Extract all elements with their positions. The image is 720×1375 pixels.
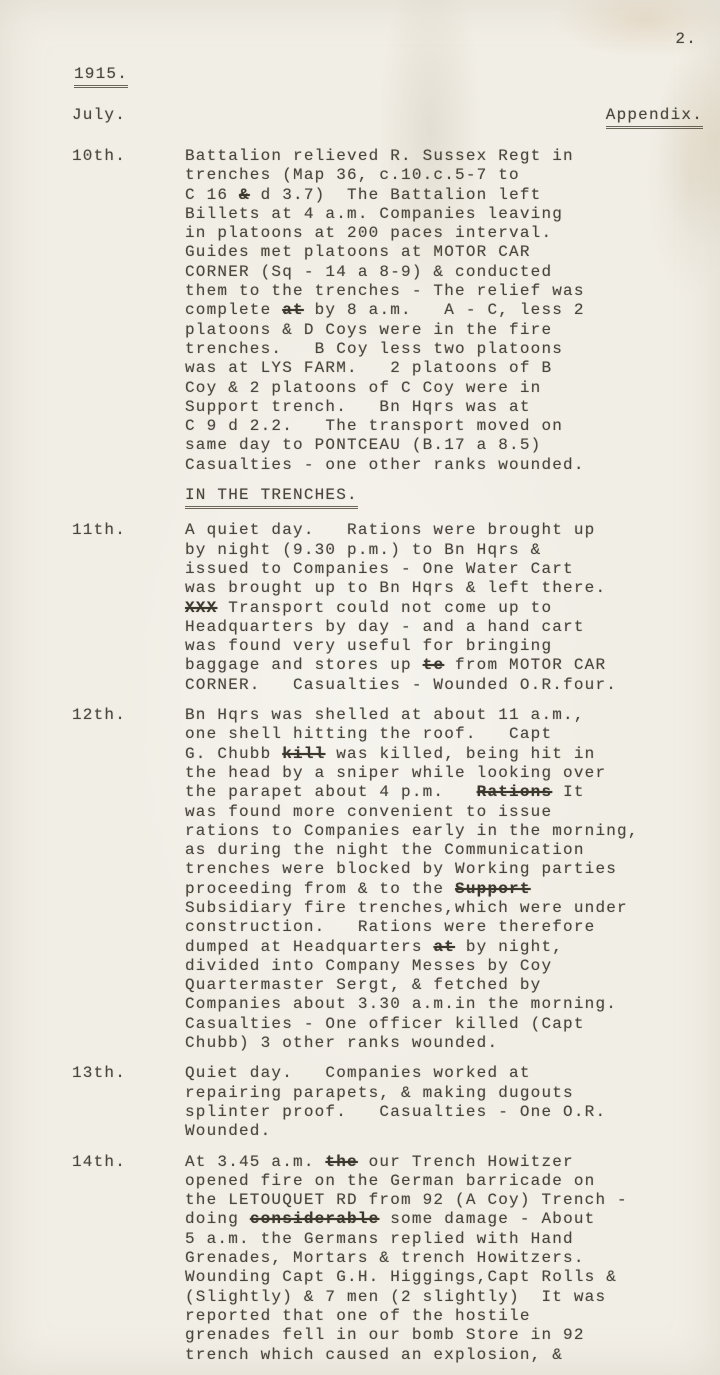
section-heading	[185, 486, 720, 509]
text-segment: trenches. B Coy less two platoons	[185, 339, 564, 358]
entry-line	[185, 745, 720, 764]
appendix-label: Appendix.	[606, 106, 703, 129]
entry-line	[185, 995, 720, 1014]
text-segment: Grenades, Mortars & trench Howitzers.	[185, 1249, 585, 1268]
text-segment: reported that one of the hostile	[185, 1306, 531, 1325]
text-segment: as during the night the Communication	[185, 841, 585, 860]
text-segment: same day to PONTCEAU (B.17 a 8.5)	[185, 436, 542, 455]
entry-line	[185, 398, 720, 417]
struck-text: te	[422, 656, 445, 675]
diary-entry	[0, 1153, 720, 1365]
entry-line	[185, 860, 720, 879]
entry-line	[185, 938, 720, 957]
text-segment: Support trench. Bn Hqrs was at	[185, 397, 531, 416]
text-segment: Transport could not come up to	[217, 598, 553, 617]
text-segment: trench which caused an explosion, &	[185, 1345, 564, 1364]
struck-text: &	[239, 185, 250, 204]
page-number: 2.	[675, 30, 697, 48]
text-segment: 5 a.m. the Germans replied with Hand	[185, 1229, 574, 1248]
entry-line	[185, 1064, 720, 1083]
entry-date: 14th.	[72, 1152, 127, 1171]
section-heading-text	[185, 486, 358, 509]
text-segment: Quartermaster Sergt, & fetched by	[185, 976, 542, 995]
entry-line	[185, 841, 720, 860]
text-segment: complete	[185, 301, 283, 320]
struck-text: Support	[455, 879, 531, 898]
text-segment: the head by a sniper while looking over	[185, 763, 607, 782]
text-segment: A quiet day. Rations were brought up	[185, 521, 596, 540]
entry-date: 11th.	[72, 521, 127, 540]
text-segment: Companies about 3.30 a.m.in the morning.	[185, 995, 618, 1014]
struck-text: at	[282, 301, 304, 320]
text-segment: by night (9.30 p.m.) to Bn Hqrs &	[185, 540, 542, 559]
entry-body	[185, 521, 720, 695]
text-segment: in platoons at 200 paces interval.	[185, 224, 553, 243]
text-segment: Coy & 2 platoons of C Coy were in	[185, 378, 542, 397]
text-segment: some damage - About	[379, 1210, 596, 1229]
text-segment: opened fire on the German barricade on	[185, 1171, 596, 1190]
entry-line	[185, 918, 720, 937]
text-segment: from MOTOR CAR	[444, 656, 607, 675]
entry-line	[185, 1288, 720, 1307]
year-heading	[74, 65, 128, 88]
text-segment: the LETOUQUET RD from 92 (A Coy) Trench -	[185, 1191, 628, 1210]
entry-line	[185, 321, 720, 340]
text-segment: Battalion relieved R. Sussex Regt in	[185, 147, 574, 165]
entry-line	[185, 1034, 720, 1053]
text-segment: by 8 a.m. A - C, less 2	[303, 301, 585, 320]
entry-line	[185, 1326, 720, 1345]
text-segment: doing	[185, 1210, 250, 1229]
entry-line	[185, 1268, 720, 1287]
text-segment: Wounded.	[185, 1122, 272, 1141]
entry-date: 10th.	[72, 147, 127, 165]
entry-line	[185, 822, 720, 841]
diary-entry	[0, 147, 720, 475]
text-segment: construction. Rations were therefore	[185, 918, 596, 937]
entry-line	[185, 1122, 720, 1141]
entry-line	[185, 1103, 720, 1122]
text-segment: was at LYS FARM. 2 platoons of B	[185, 359, 553, 378]
entry-line	[185, 560, 720, 579]
entry-line	[185, 379, 720, 398]
entry-date: 12th.	[72, 706, 127, 725]
entry-line	[185, 456, 720, 475]
entry-line	[185, 976, 720, 995]
entry-line	[185, 957, 720, 976]
entry-line	[185, 1230, 720, 1249]
text-segment: proceeding from & to the	[185, 879, 456, 898]
text-segment: by night,	[455, 937, 564, 956]
text-segment: Subsidiary fire trenches,which were under	[185, 898, 628, 917]
text-segment: d 3.7) The Battalion left	[249, 185, 542, 204]
text-segment: was found more convenient to issue	[185, 802, 553, 821]
entry-line	[185, 783, 720, 802]
entry-date: 13th.	[72, 1064, 127, 1083]
text-segment: issued to Companies - One Water Cart	[185, 559, 574, 578]
entry-line	[185, 599, 720, 618]
text-segment: Bn Hqrs was shelled at about 11 a.m.,	[185, 706, 585, 725]
text-segment: divided into Company Messes by Coy	[185, 956, 553, 975]
entry-line	[185, 579, 720, 598]
text-segment: Casualties - One officer killed (Capt	[185, 1014, 585, 1033]
entry-line	[185, 186, 720, 205]
entry-line	[185, 147, 720, 166]
entry-line	[185, 205, 720, 224]
month-label: July.	[72, 106, 127, 124]
entry-line	[185, 282, 720, 301]
entry-line	[185, 263, 720, 282]
text-segment: G. Chubb	[185, 744, 283, 763]
entry-line	[185, 1172, 720, 1191]
entry-line	[185, 224, 720, 243]
struck-text: XXX	[185, 598, 218, 617]
text-segment: dumped at Headquarters	[185, 937, 434, 956]
text-segment: rations to Companies early in the morning,	[185, 821, 639, 840]
diary-entry	[0, 1064, 720, 1141]
entry-line	[185, 803, 720, 822]
entry-body	[185, 1153, 720, 1365]
entry-line	[185, 166, 720, 185]
text-segment: Headquarters by day - and a hand cart	[185, 617, 585, 636]
entry-line	[185, 1015, 720, 1034]
text-segment: was killed, being hit in	[325, 744, 596, 763]
diary-entry	[0, 706, 720, 1053]
entry-line	[185, 676, 720, 695]
text-segment: CORNER. Casualties - Wounded O.R.four.	[185, 675, 618, 694]
entry-line	[185, 340, 720, 359]
entry-line	[185, 1210, 720, 1229]
text-segment: Billets at 4 a.m. Companies leaving	[185, 204, 564, 223]
text-segment: Quiet day. Companies worked at	[185, 1064, 531, 1083]
entry-line	[185, 359, 720, 378]
text-segment: baggage and stores up	[185, 656, 423, 675]
entry-line	[185, 899, 720, 918]
diary-entry	[0, 521, 720, 695]
year-label: 1915.	[74, 65, 128, 88]
entry-line	[185, 1191, 720, 1210]
text-segment: At 3.45 a.m.	[185, 1152, 326, 1171]
entry-line	[185, 541, 720, 560]
text-segment: IN THE TRENCHES.	[185, 486, 358, 505]
entry-line	[185, 1249, 720, 1268]
text-segment: trenches (Map 36, c.10.c.5-7 to	[185, 166, 520, 185]
text-segment: It	[552, 783, 585, 802]
entry-line	[185, 725, 720, 744]
entry-body	[185, 1064, 720, 1141]
text-segment: Wounding Capt G.H. Higgings,Capt Rolls &	[185, 1268, 618, 1287]
entry-line	[185, 243, 720, 262]
text-segment: C 9 d 2.2. The transport moved on	[185, 417, 564, 436]
dateline	[72, 106, 703, 129]
text-segment: splinter proof. Casualties - One O.R.	[185, 1102, 607, 1121]
text-segment: C 16	[185, 185, 240, 204]
entry-line	[185, 436, 720, 455]
entry-line	[185, 417, 720, 436]
text-segment: was brought up to Bn Hqrs & left there.	[185, 579, 607, 598]
text-segment: them to the trenches - The relief was	[185, 282, 585, 301]
entries	[0, 147, 720, 1375]
text-segment: one shell hitting the roof. Capt	[185, 725, 553, 744]
entry-line	[185, 656, 720, 675]
text-segment: Casualties - one other ranks wounded.	[185, 455, 585, 474]
text-segment: platoons & D Coys were in the fire	[185, 320, 553, 339]
text-segment: grenades fell in our bomb Store in 92	[185, 1326, 585, 1345]
entry-line	[185, 618, 720, 637]
text-segment: (Slightly) & 7 men (2 slightly) It was	[185, 1287, 607, 1306]
entry-line	[185, 1307, 720, 1326]
entry-line	[185, 1346, 720, 1365]
entry-body	[185, 706, 720, 1053]
text-segment: the parapet about 4 p.m.	[185, 783, 477, 802]
entry-line	[185, 1084, 720, 1103]
entry-line	[185, 301, 720, 320]
text-segment: repairing parapets, & making dugouts	[185, 1083, 574, 1102]
struck-text: the	[325, 1152, 358, 1171]
entry-line	[185, 637, 720, 656]
entry-line	[185, 880, 720, 899]
struck-text: kill	[282, 744, 326, 763]
text-segment: was found very useful for bringing	[185, 637, 553, 656]
struck-text: Rations	[476, 783, 553, 802]
text-segment: our Trench Howitzer	[357, 1152, 574, 1171]
text-segment: trenches were blocked by Working parties	[185, 860, 618, 879]
entry-line	[185, 1153, 720, 1172]
text-segment: Guides met platoons at MOTOR CAR	[185, 243, 531, 262]
entry-line	[185, 706, 720, 725]
entry-body	[185, 147, 720, 475]
text-segment: CORNER (Sq - 14 a 8-9) & conducted	[185, 262, 553, 281]
entry-line	[185, 521, 720, 540]
struck-text: considerable	[249, 1210, 380, 1229]
struck-text: at	[433, 937, 456, 956]
text-segment: Chubb) 3 other ranks wounded.	[185, 1034, 499, 1053]
entry-line	[185, 764, 720, 783]
